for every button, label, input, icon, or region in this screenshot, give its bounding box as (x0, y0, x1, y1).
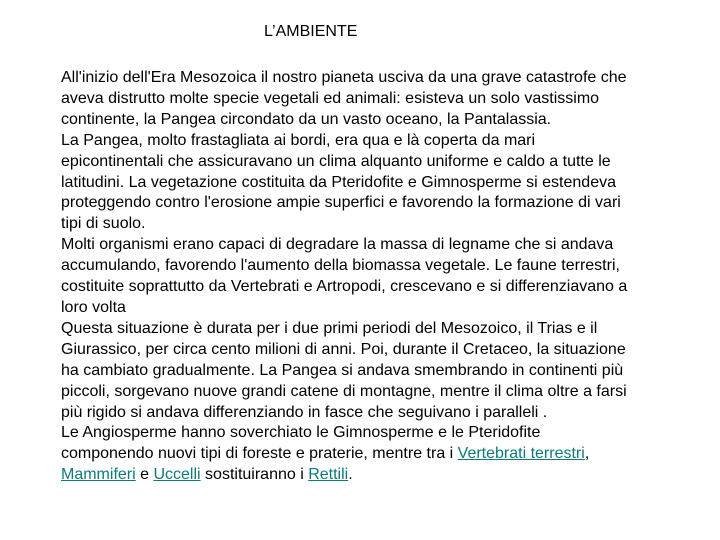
text-line: Molti organismi erano capaci di degradare la massa di legname che si andava (61, 236, 614, 254)
text-line: piccoli, sorgevano nuove grandi catene di montagne, mentre il clima oltre a farsi (61, 382, 627, 400)
text-line-with-links (61, 465, 709, 486)
text-line: costituite soprattutto da Vertebrati e Artropodi, crescevano e si differenziavano a (61, 278, 628, 296)
text-line: continente, la Pangea circondato da un vasto oceano, la Pantalassia. (61, 110, 552, 128)
text-line: La Pangea, molto frastagliata ai bordi, era qua e là coperta da mari (61, 131, 536, 149)
paragraph-1 (61, 68, 709, 131)
text-line: proteggendo contro l'erosione ampie superfici e favorendo la formazione di vari (61, 194, 621, 212)
text-line-with-links (61, 444, 709, 465)
text-line: ha cambiato gradualmente. La Pangea si andava smembrando in continenti più (61, 361, 624, 379)
paragraph-2 (61, 131, 709, 236)
body-text (61, 68, 709, 486)
paragraph-5 (61, 423, 709, 486)
text-segment: , (584, 445, 590, 463)
text-segment: e (135, 466, 154, 484)
text-line: loro volta (61, 298, 126, 316)
text-line: tipi di suolo. (61, 215, 146, 233)
paragraph-3 (61, 235, 709, 319)
link-uccelli[interactable]: Uccelli (153, 466, 201, 484)
text-line: Giurassico, per circa cento milioni di anni. Poi, durante il Cretaceo, la situazione (61, 340, 626, 358)
link-rettili[interactable]: Rettili (308, 466, 349, 484)
text-line: aveva distrutto molte specie vegetali ed animali: esisteva un solo vastissimo (61, 89, 600, 107)
text-segment: . (348, 466, 353, 484)
text-line: Le Angiosperme hanno soverchiato le Gimnosperme e le Pteridofite (61, 424, 541, 442)
text-line: latitudini. La vegetazione costituita da Pteridofite e Gimnosperme si estendeva (61, 173, 616, 191)
paragraph-4 (61, 319, 709, 424)
text-line: All'inizio dell'Era Mesozoica il nostro pianeta usciva da una grave catastrofe che (61, 69, 627, 86)
text-line: epicontinentali che assicuravano un clima alquanto uniforme e caldo a tutte le (61, 152, 611, 170)
text-line: Questa situazione è durata per i due primi periodi del Mesozoico, il Trias e il (61, 319, 598, 337)
text-line: accumulando, favorendo l'aumento della biomassa vegetale. Le faune terrestri, (61, 257, 620, 275)
text-segment: sostituiranno i (200, 466, 309, 484)
link-vertebrati-terrestri[interactable]: Vertebrati terrestri (457, 445, 585, 463)
text-segment: componendo nuovi tipi di foreste e praterie, mentre tra i (61, 445, 458, 463)
link-mammiferi[interactable]: Mammiferi (61, 466, 136, 484)
text-line: più rigido si andava differenziando in fasce che seguivano i paralleli . (61, 403, 548, 421)
slide-title: L’AMBIENTE (264, 23, 358, 40)
